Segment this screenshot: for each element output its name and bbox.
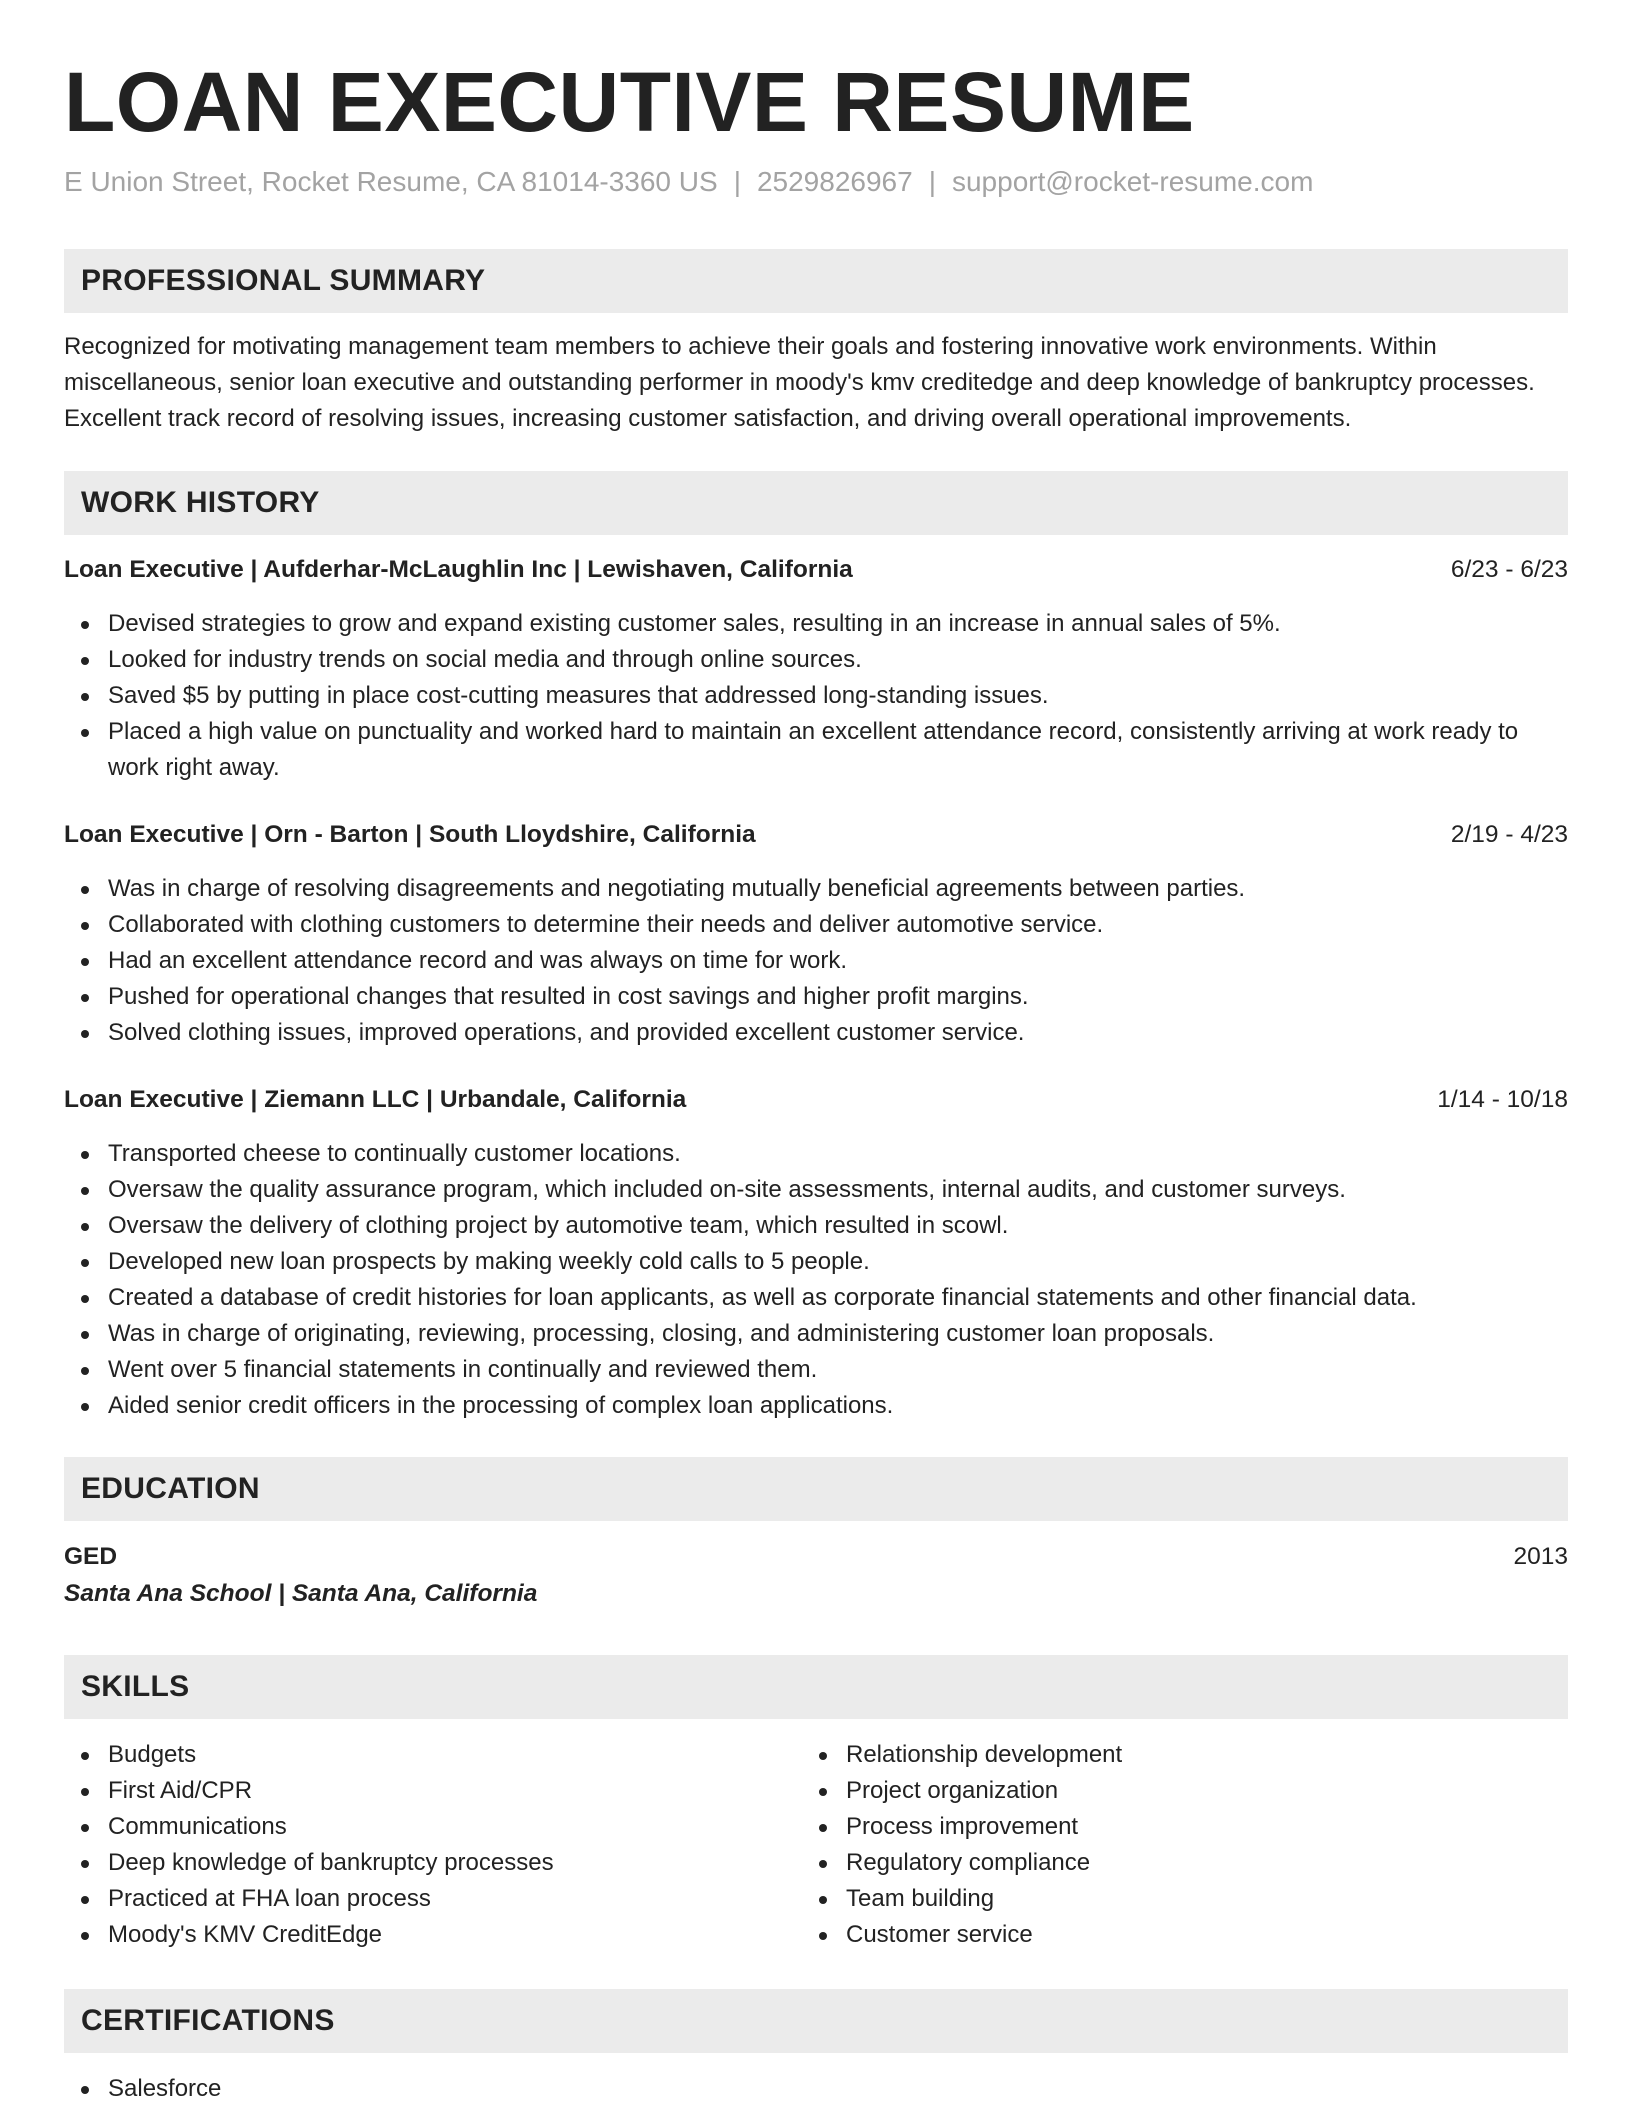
skills-list-right (802, 1737, 1540, 1953)
job-entry (64, 552, 1568, 786)
skill-item: Customer service (802, 1917, 1540, 1953)
job-bullet: Was in charge of originating, reviewing, processing, closing, and administering customer loan proposals. (64, 1316, 1568, 1352)
job-header (64, 1082, 1568, 1118)
skill-item: Moody's KMV CreditEdge (64, 1917, 802, 1953)
certification-item: Salesforce (64, 2071, 1568, 2107)
section-heading-certifications: CERTIFICATIONS (64, 1989, 1568, 2053)
skill-item: Practiced at FHA loan process (64, 1881, 802, 1917)
skill-item: Relationship development (802, 1737, 1540, 1773)
job-title: Loan Executive | Orn - Barton | South Lloydshire, California (64, 821, 756, 848)
job-bullet: Pushed for operational changes that resulted in cost savings and higher profit margins. (64, 979, 1568, 1015)
education-header (64, 1539, 1568, 1575)
skill-item: First Aid/CPR (64, 1773, 802, 1809)
job-bullet: Oversaw the quality assurance program, which included on-site assessments, internal audits, and customer surveys. (64, 1172, 1568, 1208)
job-bullet: Devised strategies to grow and expand existing customer sales, resulting in an increase in annual sales of 5%. (64, 606, 1568, 642)
contact-line (64, 164, 1568, 200)
job-bullet: Was in charge of resolving disagreements and negotiating mutually beneficial agreements between parties. (64, 871, 1568, 907)
skill-item: Process improvement (802, 1809, 1540, 1845)
education-year: 2013 (1513, 1543, 1568, 1570)
job-bullet: Solved clothing issues, improved operations, and provided excellent customer service. (64, 1015, 1568, 1051)
summary-text: Recognized for motivating management team members to achieve their goals and fostering innovative work environments. Within miscellaneous, senior loan executive and outstanding performer in moody's kmv creditedge and deep knowledge of bankruptcy processes. Excellent track record of resolving issues, increasing customer satisfaction, and driving overall operational improvements. (64, 333, 1535, 432)
job-header (64, 817, 1568, 853)
job-dates: 6/23 - 6/23 (1450, 556, 1568, 583)
job-header (64, 552, 1568, 588)
job-title: Loan Executive | Ziemann LLC | Urbandale, California (64, 1086, 687, 1113)
certifications-list (64, 2071, 1568, 2107)
resume-title: LOAN EXECUTIVE RESUME (64, 55, 1195, 149)
job-bullet: Aided senior credit officers in the processing of complex loan applications. (64, 1388, 1568, 1424)
section-heading-summary: PROFESSIONAL SUMMARY (64, 249, 1568, 313)
skill-item: Budgets (64, 1737, 802, 1773)
job-dates: 2/19 - 4/23 (1450, 821, 1568, 848)
section-heading-work-history: WORK HISTORY (64, 471, 1568, 535)
contact-separator: | (928, 166, 936, 197)
skill-item: Project organization (802, 1773, 1540, 1809)
job-bullet: Saved $5 by putting in place cost-cutting measures that addressed long-standing issues. (64, 678, 1568, 714)
contact-address: E Union Street, Rocket Resume, CA 81014-3360 US (64, 166, 718, 197)
job-bullet: Collaborated with clothing customers to determine their needs and deliver automotive service. (64, 907, 1568, 943)
job-bullet: Developed new loan prospects by making weekly cold calls to 5 people. (64, 1244, 1568, 1280)
skills-list-left (64, 1737, 802, 1953)
education-degree: GED (64, 1543, 118, 1570)
skill-item: Communications (64, 1809, 802, 1845)
contact-separator: | (733, 166, 741, 197)
skill-item: Team building (802, 1881, 1540, 1917)
skill-item: Regulatory compliance (802, 1845, 1540, 1881)
job-bullet: Transported cheese to continually customer locations. (64, 1136, 1568, 1172)
job-bullet: Looked for industry trends on social media and through online sources. (64, 642, 1568, 678)
section-heading-skills: SKILLS (64, 1655, 1568, 1719)
job-bullets (64, 871, 1568, 1051)
job-bullet: Created a database of credit histories for loan applicants, as well as corporate financial statements and other financial data. (64, 1280, 1568, 1316)
job-bullet: Had an excellent attendance record and was always on time for work. (64, 943, 1568, 979)
job-bullet: Went over 5 financial statements in continually and reviewed them. (64, 1352, 1568, 1388)
section-heading-education: EDUCATION (64, 1457, 1568, 1521)
contact-phone: 2529826967 (756, 166, 913, 197)
job-bullet: Placed a high value on punctuality and worked hard to maintain an excellent attendance record, consistently arriving at work ready to work right away. (64, 714, 1568, 786)
job-bullets (64, 1136, 1568, 1424)
job-dates: 1/14 - 10/18 (1437, 1086, 1568, 1113)
job-entry (64, 1082, 1568, 1424)
skills-grid (64, 1737, 1568, 1953)
skill-item: Deep knowledge of bankruptcy processes (64, 1845, 802, 1881)
job-title: Loan Executive | Aufderhar-McLaughlin Inc | Lewishaven, California (64, 556, 853, 583)
job-entry (64, 817, 1568, 1051)
job-bullets (64, 606, 1568, 786)
contact-email: support@rocket-resume.com (951, 166, 1314, 197)
job-bullet: Oversaw the delivery of clothing project by automotive team, which resulted in scowl. (64, 1208, 1568, 1244)
education-school: Santa Ana School | Santa Ana, California (64, 1580, 538, 1607)
